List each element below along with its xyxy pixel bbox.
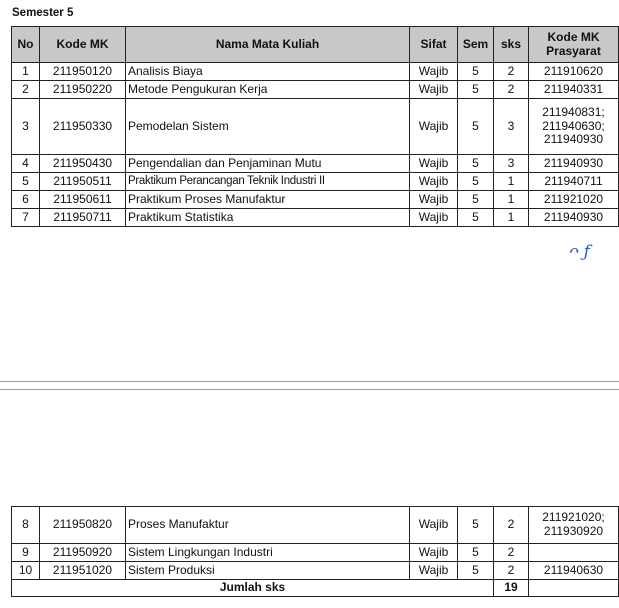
prasyarat-code: 211940630; — [542, 118, 605, 133]
sifat-cell: Wajib — [410, 544, 458, 562]
page-separator-line — [0, 389, 619, 390]
sks-cell: 1 — [494, 209, 529, 227]
header-no: No — [12, 27, 40, 63]
semester-cell: 5 — [458, 562, 494, 580]
prasyarat-code: 211930920 — [543, 524, 604, 538]
row-number-cell: 10 — [12, 562, 40, 580]
table-row — [12, 81, 619, 99]
nama-mata-kuliah-cell: Pengendalian dan Penjaminan Mutu — [126, 155, 410, 173]
kode-mk-cell: 211950120 — [40, 63, 126, 81]
sks-cell: 1 — [494, 191, 529, 209]
row-number-cell: 5 — [12, 173, 40, 191]
row-number-cell: 7 — [12, 209, 40, 227]
sks-cell: 2 — [494, 507, 529, 544]
row-number-cell: 3 — [12, 99, 40, 155]
sifat-cell: Wajib — [410, 209, 458, 227]
nama-mata-kuliah-cell: Sistem Lingkungan Industri — [126, 544, 410, 562]
prasyarat-code: 211921020 — [543, 191, 604, 206]
sifat-cell: Wajib — [410, 562, 458, 580]
table-header-row — [12, 27, 619, 63]
sifat-cell: Wajib — [410, 81, 458, 99]
semester-cell: 5 — [458, 63, 494, 81]
page-separator-line — [0, 381, 619, 382]
table-row — [12, 173, 619, 191]
table-row — [12, 562, 619, 580]
course-table-top — [11, 26, 619, 227]
handwritten-initials: ᴖ ƒ — [568, 242, 590, 262]
header-sem: Sem — [458, 27, 494, 63]
sifat-cell: Wajib — [410, 173, 458, 191]
kode-mk-cell: 211950430 — [40, 155, 126, 173]
table-row — [12, 155, 619, 173]
header-kode-mk: Kode MK — [40, 27, 126, 63]
semester-cell: 5 — [458, 544, 494, 562]
prasyarat-code: 211940930 — [543, 155, 604, 170]
prasyarat-code: 211940930 — [543, 132, 604, 147]
kode-mk-cell: 211950611 — [40, 191, 126, 209]
prasyarat-cell — [529, 544, 619, 562]
prasyarat-code: 211940930 — [543, 209, 604, 224]
semester-cell: 5 — [458, 507, 494, 544]
total-row — [12, 580, 619, 597]
sifat-cell: Wajib — [410, 191, 458, 209]
sifat-cell: Wajib — [410, 155, 458, 173]
sks-cell: 2 — [494, 562, 529, 580]
kode-mk-cell: 211950330 — [40, 99, 126, 155]
row-number-cell: 4 — [12, 155, 40, 173]
prasyarat-cell — [529, 191, 619, 209]
kode-mk-cell: 211950511 — [40, 173, 126, 191]
nama-mata-kuliah-cell: Praktikum Statistika — [126, 209, 410, 227]
nama-mata-kuliah-cell: Pemodelan Sistem — [126, 99, 410, 155]
header-sifat: Sifat — [410, 27, 458, 63]
kode-mk-cell: 211950820 — [40, 507, 126, 544]
nama-mata-kuliah-cell: Praktikum Perancangan Teknik Industri II — [126, 173, 410, 191]
sks-cell: 2 — [494, 544, 529, 562]
table-row — [12, 209, 619, 227]
prasyarat-code: 211921020; — [542, 510, 605, 525]
nama-mata-kuliah-cell: Analisis Biaya — [126, 63, 410, 81]
table-row — [12, 99, 619, 155]
kode-mk-cell: 211950711 — [40, 209, 126, 227]
prasyarat-cell — [529, 81, 619, 99]
sifat-cell: Wajib — [410, 99, 458, 155]
prasyarat-cell — [529, 155, 619, 173]
prasyarat-code: 211940831; — [542, 104, 605, 119]
prasyarat-code: 211940331 — [543, 81, 604, 96]
prasyarat-code: 211940711 — [544, 173, 603, 188]
table-row — [12, 191, 619, 209]
kode-mk-cell: 211950220 — [40, 81, 126, 99]
semester-cell: 5 — [458, 173, 494, 191]
semester-title: Semester 5 — [12, 7, 74, 19]
row-number-cell: 9 — [12, 544, 40, 562]
sifat-cell: Wajib — [410, 507, 458, 544]
course-table-bottom — [11, 506, 619, 597]
prasyarat-cell — [529, 507, 619, 544]
sks-cell: 2 — [494, 81, 529, 99]
semester-cell: 5 — [458, 209, 494, 227]
prasyarat-cell — [529, 562, 619, 580]
prasyarat-cell — [529, 209, 619, 227]
prasyarat-cell — [529, 99, 619, 155]
prasyarat-code: 211910620 — [543, 63, 604, 78]
table-row — [12, 544, 619, 562]
nama-mata-kuliah-cell: Praktikum Proses Manufaktur — [126, 191, 410, 209]
sifat-cell: Wajib — [410, 63, 458, 81]
header-kode-prasyarat — [529, 27, 619, 63]
semester-cell: 5 — [458, 155, 494, 173]
semester-cell: 5 — [458, 191, 494, 209]
nama-mata-kuliah-cell: Proses Manufaktur — [126, 507, 410, 544]
sks-cell: 3 — [494, 155, 529, 173]
kode-mk-cell: 211951020 — [40, 562, 126, 580]
sks-cell: 3 — [494, 99, 529, 155]
prasyarat-cell — [529, 173, 619, 191]
row-number-cell: 2 — [12, 81, 40, 99]
sks-cell: 2 — [494, 63, 529, 81]
prasyarat-cell — [529, 63, 619, 81]
row-number-cell: 6 — [12, 191, 40, 209]
sks-cell: 1 — [494, 173, 529, 191]
header-sks: sks — [494, 27, 529, 63]
semester-cell: 5 — [458, 81, 494, 99]
nama-mata-kuliah-cell: Sistem Produksi — [126, 562, 410, 580]
prasyarat-code: 211940630 — [543, 562, 604, 577]
header-nama-mata-kuliah: Nama Mata Kuliah — [126, 27, 410, 63]
total-label: Jumlah sks — [12, 580, 494, 597]
header-prasyarat-line2: Prasyarat — [546, 43, 601, 58]
kode-mk-cell: 211950920 — [40, 544, 126, 562]
row-number-cell: 1 — [12, 63, 40, 81]
table-row — [12, 63, 619, 81]
header-prasyarat-line1: Kode MK — [547, 29, 600, 44]
total-empty-cell — [529, 580, 619, 597]
semester-cell: 5 — [458, 99, 494, 155]
row-number-cell: 8 — [12, 507, 40, 544]
total-sks-value: 19 — [494, 580, 529, 597]
nama-mata-kuliah-cell: Metode Pengukuran Kerja — [126, 81, 410, 99]
table-row — [12, 507, 619, 544]
